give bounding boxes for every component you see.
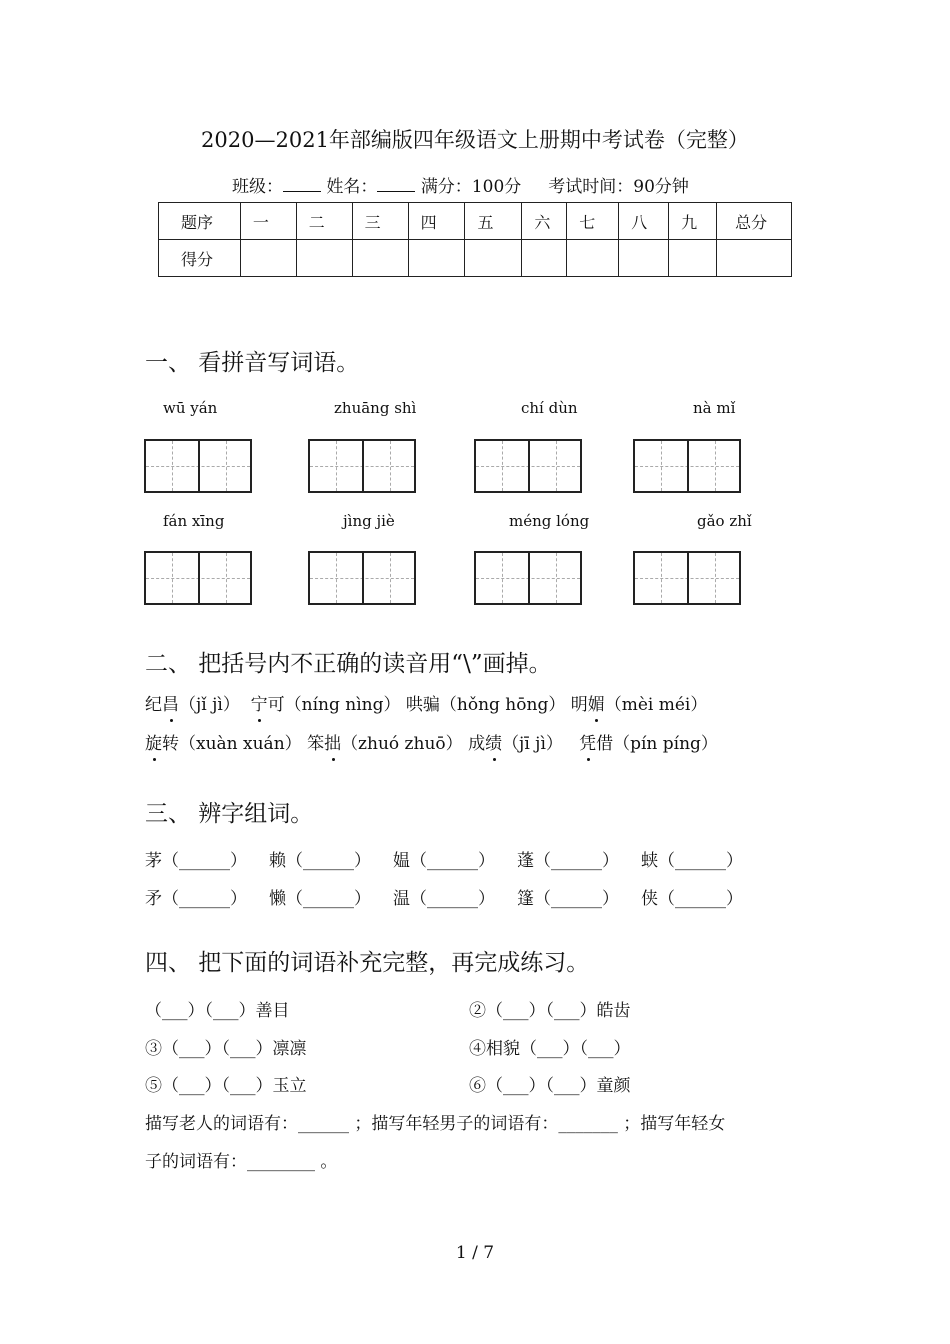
name-blank: [377, 177, 415, 192]
score-table-header-cell: 四: [408, 203, 465, 240]
idiom-item: （___）（___）善目: [145, 1001, 290, 1021]
pronunciation-item: [571, 695, 708, 715]
pinyin-label: méng lóng: [509, 512, 590, 530]
idiom-item: ②（___）（___）皓齿: [469, 1001, 631, 1021]
pronunciation-line-1: [145, 690, 707, 715]
score-cell: [408, 240, 465, 277]
word-group-item: 蓬（______）: [517, 851, 619, 871]
answer-blank: ________: [247, 1152, 315, 1172]
score-cell: [669, 240, 717, 277]
score-table-header-cell: 六: [522, 203, 567, 240]
score-table-header-cell: 一: [240, 203, 296, 240]
word-char: 明: [570, 695, 588, 715]
pinyin-options: （mèi méi）: [604, 695, 708, 715]
writing-grid[interactable]: [633, 439, 741, 493]
page-number: 1 / 7: [455, 1243, 495, 1263]
score-table-header-cell: 总分: [717, 203, 792, 240]
score-cell: [567, 240, 619, 277]
writing-grid[interactable]: [308, 439, 416, 493]
pinyin-options: （níng nìng）: [284, 695, 401, 715]
pronunciation-item: [307, 734, 463, 754]
word-char: 转: [162, 734, 179, 754]
pronunciation-item: [251, 695, 401, 715]
word-group-item: 赖（______）: [269, 851, 371, 871]
score-cell: [240, 240, 296, 277]
pinyin-label: fán xīng: [163, 512, 225, 530]
score-cell: [352, 240, 408, 277]
dotted-char: 旋: [145, 734, 162, 754]
pronunciation-item: [579, 734, 718, 754]
classification-sentence-1: 描写老人的词语有：______ ；描写年轻男子的词语有：_______ ；描写年轻女: [145, 1114, 726, 1134]
pinyin-options: （pín píng）: [613, 734, 718, 754]
class-label: 班级：: [232, 177, 283, 197]
writing-grid[interactable]: [633, 551, 741, 605]
pinyin-options: （zhuó zhuō）: [341, 734, 463, 754]
score-table-score-row: [159, 240, 792, 277]
idiom-item: ⑤（___）（___）玉立: [145, 1076, 307, 1096]
writing-grid[interactable]: [474, 551, 582, 605]
score-table-header-cell: 八: [619, 203, 669, 240]
word-group-item: 篷（______）: [517, 889, 619, 909]
writing-grid[interactable]: [308, 551, 416, 605]
pronunciation-line-2: [145, 729, 718, 754]
score-table-header-row: [159, 203, 792, 240]
score-table: [158, 202, 792, 277]
section3-heading: 三、 辨字组词。: [145, 801, 314, 827]
section4-heading: 四、 把下面的词语补充完整，再完成练习。: [145, 950, 590, 976]
class-blank: [283, 177, 321, 192]
score-cell: [296, 240, 352, 277]
pronunciation-item: [145, 695, 240, 715]
word-group-item: 懒（______）: [269, 889, 371, 909]
score-cell: [717, 240, 792, 277]
score-table-header-cell: 题序: [159, 203, 241, 240]
score-table-header-cell: 九: [669, 203, 717, 240]
dotted-char: 昌: [162, 695, 179, 715]
sentence-prefix: 子的词语有：: [145, 1152, 247, 1172]
idiom-item: ⑥（___）（___）童颜: [469, 1076, 631, 1096]
score-cell: [465, 240, 522, 277]
dotted-char: 绩: [485, 734, 503, 754]
sentence-suffix: 。: [320, 1152, 338, 1172]
word-group-item: 温（______）: [393, 889, 495, 909]
writing-grid[interactable]: [144, 439, 252, 493]
exam-info: [232, 172, 689, 197]
pinyin-options: （jī jì）: [502, 734, 563, 754]
full-score: 满分：100分: [420, 177, 522, 197]
pinyin-label: gǎo zhǐ: [697, 512, 752, 530]
pinyin-label: chí dùn: [521, 399, 578, 417]
section2-heading: 二、 把括号内不正确的读音用“\”画掉。: [145, 651, 552, 677]
word-group-item: 侠（______）: [641, 889, 743, 909]
idiom-item: ③（___）（___）凛凛: [145, 1039, 307, 1059]
writing-grid[interactable]: [474, 439, 582, 493]
pronunciation-item: [406, 695, 565, 715]
word-char: 哄: [405, 695, 423, 715]
idiom-item: ④相貌（___）（___）: [469, 1039, 631, 1059]
dotted-char: 拙: [324, 734, 342, 754]
pinyin-label: zhuāng shì: [334, 399, 417, 417]
word-char: 可: [267, 695, 285, 715]
name-label: 姓名：: [326, 177, 378, 197]
word-group-item: 蛱（______）: [641, 851, 743, 871]
word-char: 纪: [145, 695, 162, 715]
dotted-char: 宁: [250, 695, 268, 715]
classification-sentence-2: [145, 1147, 337, 1172]
score-cell: [522, 240, 567, 277]
score-cell: [619, 240, 669, 277]
writing-grid[interactable]: [144, 551, 252, 605]
score-table-header-cell: 七: [567, 203, 619, 240]
pinyin-options: （hǒng hōng）: [439, 695, 566, 715]
pinyin-options: （jǐ jì）: [179, 695, 240, 715]
exam-time: 考试时间：90分钟: [548, 177, 689, 197]
pronunciation-item: [468, 734, 563, 754]
word-char: 借: [596, 734, 614, 754]
score-table-header-cell: 三: [352, 203, 408, 240]
dotted-char: 媚: [587, 695, 605, 715]
word-char: 笨: [307, 734, 325, 754]
word-char: 骗: [422, 695, 440, 715]
section1-heading: 一、 看拼音写词语。: [145, 350, 360, 376]
pronunciation-item: [145, 734, 302, 754]
exam-title: 2020—2021年部编版四年级语文上册期中考试卷（完整）: [201, 128, 749, 152]
score-table-header-cell: 二: [296, 203, 352, 240]
pinyin-label: wū yán: [163, 399, 218, 417]
word-group-item: 茅（______）: [145, 851, 247, 871]
pinyin-label: nà mǐ: [693, 399, 736, 417]
pinyin-label: jìng jiè: [343, 512, 395, 530]
score-table-header-cell: 五: [465, 203, 522, 240]
score-row-label: 得分: [159, 240, 241, 277]
dotted-char: 凭: [579, 734, 597, 754]
pinyin-options: （xuàn xuán）: [179, 734, 302, 754]
word-group-item: 矛（______）: [145, 889, 247, 909]
word-char: 成: [468, 734, 486, 754]
word-group-item: 媪（______）: [393, 851, 495, 871]
